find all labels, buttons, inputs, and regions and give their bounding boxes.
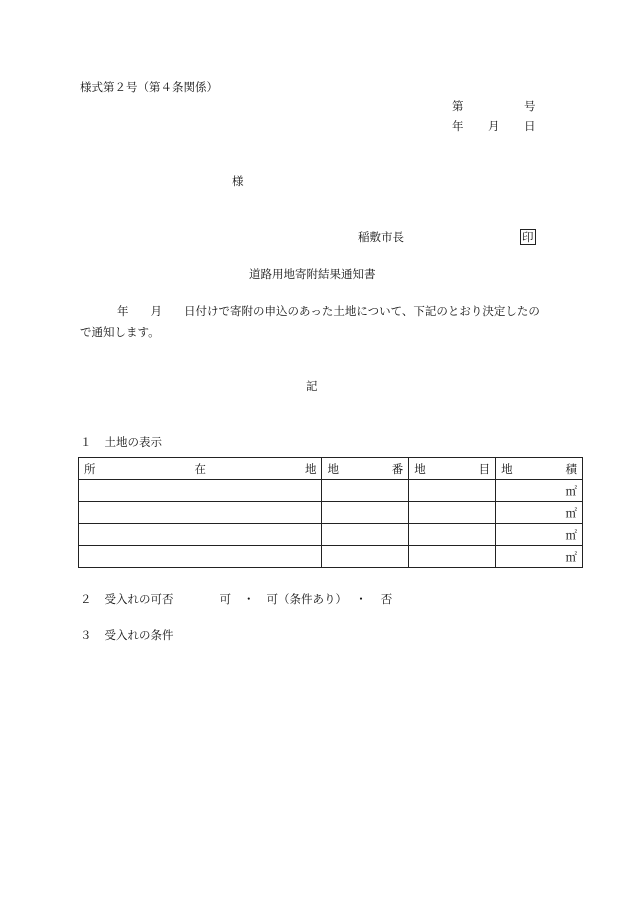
body-line-2: で通知します。 xyxy=(80,325,160,339)
section-3-title: 受入れの条件 xyxy=(104,628,174,642)
ki-heading: 記 xyxy=(306,379,318,393)
header-location: 所 在 地 xyxy=(79,458,322,480)
seal-mark: 印 xyxy=(522,230,534,244)
table-row xyxy=(79,480,583,502)
document-title: 道路用地寄附結果通知書 xyxy=(249,267,376,281)
table-row xyxy=(79,546,583,568)
area-unit: ㎡ xyxy=(496,502,583,524)
body-text-1: 日付けで寄附の申込のあった土地について、下記のとおり決定したの xyxy=(184,304,540,318)
option-reject: 否 xyxy=(380,592,393,606)
section-1-title: 土地の表示 xyxy=(104,435,162,449)
option-accept: 可 xyxy=(219,592,231,606)
land-table xyxy=(78,457,583,568)
body-month: 月 xyxy=(150,304,162,318)
separator: ・ xyxy=(243,592,255,606)
option-accept-with-conditions: 可（条件あり） xyxy=(266,592,342,606)
section-1-number: １ xyxy=(80,435,92,449)
section-3-number: ３ xyxy=(80,628,92,642)
date-day-label: 日 xyxy=(524,119,536,133)
separator: ・ xyxy=(355,592,367,606)
area-unit: ㎡ xyxy=(496,480,583,502)
section-2-number: ２ xyxy=(80,592,92,606)
section-1-heading xyxy=(80,435,162,449)
addressee-honorific: 様 xyxy=(232,174,244,188)
body-year: 年 xyxy=(117,304,129,318)
issuer-name: 稲敷市長 xyxy=(358,230,404,244)
document-number-suffix: 号 xyxy=(524,99,536,113)
area-unit: ㎡ xyxy=(496,546,583,568)
table-row xyxy=(79,524,583,546)
section-3-heading xyxy=(80,628,174,642)
header-lot-number: 地 番 xyxy=(322,458,409,480)
date-year-label: 年 xyxy=(452,119,464,133)
section-2-heading xyxy=(80,592,392,606)
header-land-category: 地 目 xyxy=(409,458,496,480)
body-line-1 xyxy=(117,304,540,318)
header-area: 地 積 xyxy=(496,458,583,480)
date-month-label: 月 xyxy=(488,119,500,133)
document-number-label: 第 xyxy=(452,99,464,113)
section-2-title: 受入れの可否 xyxy=(104,592,174,606)
table-row xyxy=(79,502,583,524)
area-unit: ㎡ xyxy=(496,524,583,546)
form-number: 様式第２号（第４条関係） xyxy=(80,80,218,94)
land-table-header xyxy=(79,458,583,480)
